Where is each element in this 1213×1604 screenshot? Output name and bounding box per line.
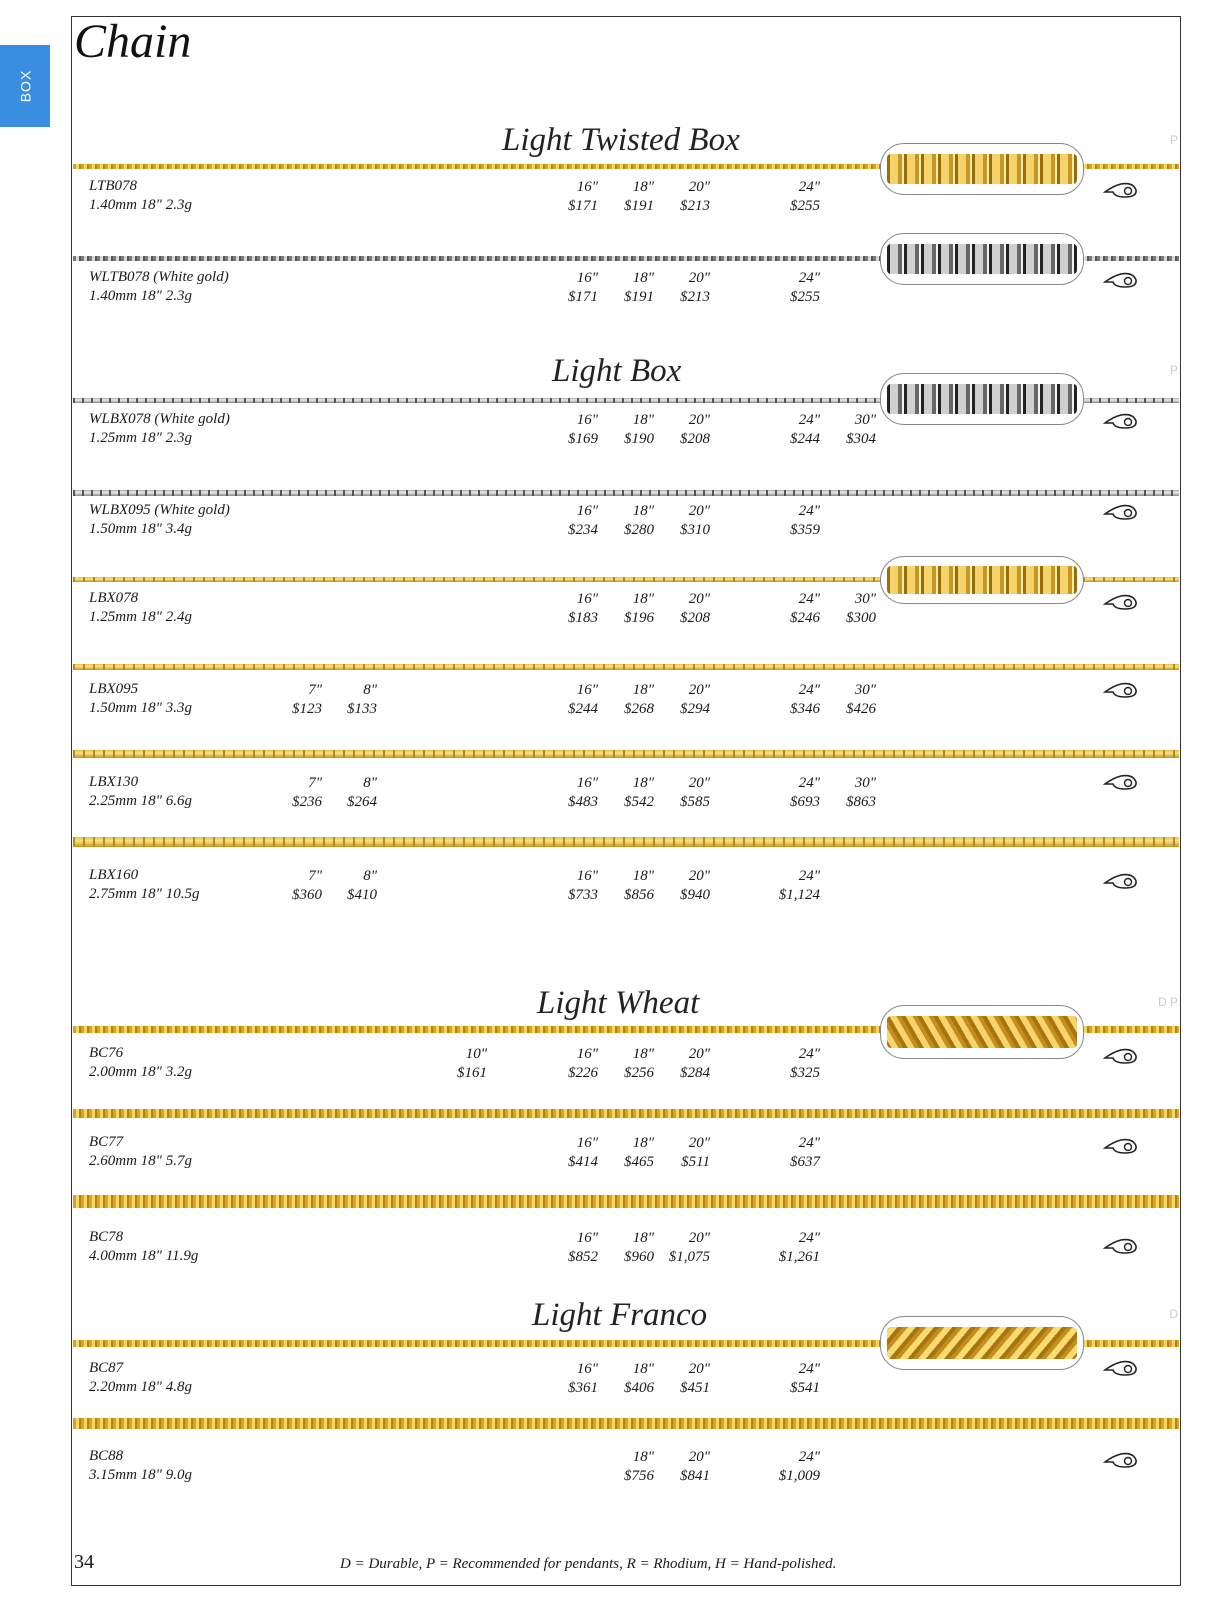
price-value: $244 bbox=[790, 431, 820, 447]
price-value: $264 bbox=[347, 794, 377, 810]
price-value: $863 bbox=[846, 794, 876, 810]
item-spec: 3.15mm 18" 9.0g bbox=[89, 1467, 192, 1483]
lobster-clasp-icon bbox=[1103, 871, 1139, 891]
chain-image-lbx130 bbox=[73, 750, 1179, 758]
zoom-detail bbox=[887, 1327, 1077, 1358]
price-cell bbox=[594, 502, 654, 540]
price-value: $1,075 bbox=[668, 1249, 710, 1265]
price-value: $856 bbox=[624, 887, 654, 903]
price-value: $585 bbox=[680, 794, 710, 810]
price-cell bbox=[262, 867, 322, 905]
price-value: $733 bbox=[568, 887, 598, 903]
price-value: $256 bbox=[624, 1065, 654, 1081]
price-value: $208 bbox=[680, 431, 710, 447]
price-value: $414 bbox=[568, 1154, 598, 1170]
length-label: 30" bbox=[854, 412, 876, 428]
section-mark: P bbox=[1169, 133, 1178, 147]
chain-image-wlbx095 bbox=[73, 490, 1179, 496]
price-cell bbox=[816, 411, 876, 449]
length-label: 16" bbox=[576, 179, 598, 195]
length-label: 20" bbox=[688, 503, 710, 519]
length-label: 18" bbox=[632, 1361, 654, 1377]
item-code: WLBX078 (White gold) bbox=[89, 411, 230, 427]
price-value: $852 bbox=[568, 1249, 598, 1265]
lobster-clasp-icon bbox=[1103, 270, 1139, 290]
price-value: $284 bbox=[680, 1065, 710, 1081]
length-label: 16" bbox=[576, 1135, 598, 1151]
zoom-detail bbox=[887, 1016, 1077, 1047]
price-value: $410 bbox=[347, 887, 377, 903]
price-cell bbox=[594, 1448, 654, 1486]
length-label: 30" bbox=[854, 775, 876, 791]
price-cell bbox=[816, 681, 876, 719]
section-title-light-box: Light Box bbox=[552, 353, 682, 389]
magnified-chain-image bbox=[880, 143, 1084, 195]
length-label: 24" bbox=[798, 868, 820, 884]
length-label: 18" bbox=[632, 412, 654, 428]
item-spec: 1.50mm 18" 3.4g bbox=[89, 521, 192, 537]
price-cell bbox=[594, 1360, 654, 1398]
item-code: BC88 bbox=[89, 1448, 124, 1464]
price-value: $161 bbox=[457, 1065, 487, 1081]
length-label: 16" bbox=[576, 412, 598, 428]
price-value: $234 bbox=[568, 522, 598, 538]
side-tab-box[interactable] bbox=[0, 45, 50, 127]
section-title-light-wheat: Light Wheat bbox=[537, 985, 700, 1021]
price-value: $483 bbox=[568, 794, 598, 810]
length-label: 18" bbox=[632, 503, 654, 519]
length-label: 8" bbox=[363, 682, 377, 698]
item-code: BC78 bbox=[89, 1229, 124, 1245]
length-label: 24" bbox=[798, 1230, 820, 1246]
magnified-chain-image bbox=[880, 556, 1084, 604]
price-cell bbox=[760, 1360, 820, 1398]
price-value: $304 bbox=[846, 431, 876, 447]
length-label: 8" bbox=[363, 868, 377, 884]
price-value: $171 bbox=[568, 198, 598, 214]
length-label: 7" bbox=[308, 775, 322, 791]
length-label: 16" bbox=[576, 1230, 598, 1246]
item-spec: 2.20mm 18" 4.8g bbox=[89, 1379, 192, 1395]
length-label: 10" bbox=[465, 1046, 487, 1062]
price-value: $940 bbox=[680, 887, 710, 903]
zoom-detail bbox=[887, 566, 1077, 594]
price-value: $246 bbox=[790, 610, 820, 626]
lobster-clasp-icon bbox=[1103, 1046, 1139, 1066]
price-cell bbox=[650, 178, 710, 216]
price-cell bbox=[650, 1360, 710, 1398]
price-cell bbox=[760, 1134, 820, 1172]
price-cell bbox=[427, 1045, 487, 1083]
price-value: $294 bbox=[680, 701, 710, 717]
price-cell bbox=[594, 1045, 654, 1083]
length-label: 24" bbox=[798, 1361, 820, 1377]
price-cell bbox=[317, 774, 377, 812]
length-label: 24" bbox=[798, 270, 820, 286]
length-label: 18" bbox=[632, 270, 654, 286]
price-value: $310 bbox=[680, 522, 710, 538]
price-cell bbox=[317, 681, 377, 719]
length-label: 8" bbox=[363, 775, 377, 791]
price-cell bbox=[594, 774, 654, 812]
length-label: 16" bbox=[576, 591, 598, 607]
length-label: 7" bbox=[308, 682, 322, 698]
length-label: 20" bbox=[688, 1361, 710, 1377]
length-label: 16" bbox=[576, 270, 598, 286]
length-label: 18" bbox=[632, 1046, 654, 1062]
item-code: LTB078 bbox=[89, 178, 138, 194]
length-label: 16" bbox=[576, 1046, 598, 1062]
length-label: 16" bbox=[576, 775, 598, 791]
chain-image-lbx160 bbox=[73, 837, 1179, 847]
price-cell bbox=[538, 269, 598, 307]
length-label: 18" bbox=[632, 868, 654, 884]
chain-image-bc88 bbox=[73, 1418, 1179, 1429]
price-cell bbox=[594, 1134, 654, 1172]
length-label: 24" bbox=[798, 503, 820, 519]
price-cell bbox=[538, 590, 598, 628]
price-value: $360 bbox=[292, 887, 322, 903]
item-spec: 4.00mm 18" 11.9g bbox=[89, 1248, 199, 1264]
price-value: $213 bbox=[680, 289, 710, 305]
length-label: 20" bbox=[688, 1046, 710, 1062]
price-cell bbox=[650, 867, 710, 905]
price-cell bbox=[594, 867, 654, 905]
item-code: BC76 bbox=[89, 1045, 124, 1061]
price-value: $183 bbox=[568, 610, 598, 626]
price-value: $346 bbox=[790, 701, 820, 717]
price-value: $1,261 bbox=[778, 1249, 820, 1265]
price-cell bbox=[760, 178, 820, 216]
length-label: 20" bbox=[688, 270, 710, 286]
length-label: 18" bbox=[632, 1449, 654, 1465]
item-spec: 1.25mm 18" 2.3g bbox=[89, 430, 192, 446]
price-cell bbox=[594, 1229, 654, 1267]
price-cell bbox=[760, 1045, 820, 1083]
length-label: 20" bbox=[688, 775, 710, 791]
length-label: 16" bbox=[576, 868, 598, 884]
price-value: $756 bbox=[624, 1468, 654, 1484]
price-cell bbox=[650, 1045, 710, 1083]
price-value: $133 bbox=[347, 701, 377, 717]
price-cell bbox=[538, 1045, 598, 1083]
lobster-clasp-icon bbox=[1103, 772, 1139, 792]
length-label: 24" bbox=[798, 591, 820, 607]
zoom-detail bbox=[887, 384, 1077, 414]
magnified-chain-image bbox=[880, 1316, 1084, 1370]
price-cell bbox=[650, 1134, 710, 1172]
lobster-clasp-icon bbox=[1103, 1236, 1139, 1256]
lobster-clasp-icon bbox=[1103, 1358, 1139, 1378]
price-cell bbox=[650, 590, 710, 628]
price-value: $465 bbox=[624, 1154, 654, 1170]
price-cell bbox=[816, 590, 876, 628]
length-label: 24" bbox=[798, 682, 820, 698]
length-label: 16" bbox=[576, 1361, 598, 1377]
length-label: 18" bbox=[632, 179, 654, 195]
price-cell bbox=[538, 774, 598, 812]
price-cell bbox=[760, 269, 820, 307]
price-cell bbox=[538, 681, 598, 719]
item-code: LBX160 bbox=[89, 867, 139, 883]
price-cell bbox=[760, 681, 820, 719]
price-value: $511 bbox=[681, 1154, 710, 1170]
length-label: 18" bbox=[632, 775, 654, 791]
chain-image-bc78 bbox=[73, 1195, 1179, 1208]
lobster-clasp-icon bbox=[1103, 1136, 1139, 1156]
section-title-light-twisted-box: Light Twisted Box bbox=[502, 122, 740, 158]
item-code: BC87 bbox=[89, 1360, 124, 1376]
price-value: $637 bbox=[790, 1154, 820, 1170]
zoom-detail bbox=[887, 244, 1077, 274]
price-value: $255 bbox=[790, 198, 820, 214]
price-value: $169 bbox=[568, 431, 598, 447]
item-code: WLTB078 (White gold) bbox=[89, 269, 229, 285]
price-value: $196 bbox=[624, 610, 654, 626]
price-cell bbox=[538, 1360, 598, 1398]
chain-image-bc77 bbox=[73, 1109, 1179, 1118]
section-mark: D bbox=[1169, 1307, 1178, 1321]
price-value: $325 bbox=[790, 1065, 820, 1081]
price-cell bbox=[594, 178, 654, 216]
item-spec: 1.50mm 18" 3.3g bbox=[89, 700, 192, 716]
price-cell bbox=[760, 590, 820, 628]
length-label: 24" bbox=[798, 412, 820, 428]
price-cell bbox=[650, 411, 710, 449]
price-cell bbox=[650, 502, 710, 540]
price-cell bbox=[538, 1229, 598, 1267]
price-cell bbox=[538, 178, 598, 216]
lobster-clasp-icon bbox=[1103, 180, 1139, 200]
price-cell bbox=[538, 411, 598, 449]
length-label: 18" bbox=[632, 682, 654, 698]
lobster-clasp-icon bbox=[1103, 680, 1139, 700]
item-code: LBX078 bbox=[89, 590, 139, 606]
price-cell bbox=[816, 774, 876, 812]
item-spec: 2.25mm 18" 6.6g bbox=[89, 793, 192, 809]
length-label: 20" bbox=[688, 1230, 710, 1246]
price-value: $426 bbox=[846, 701, 876, 717]
price-cell bbox=[760, 774, 820, 812]
price-cell bbox=[650, 681, 710, 719]
price-value: $213 bbox=[680, 198, 710, 214]
chain-image-lbx095 bbox=[73, 664, 1179, 670]
price-value: $236 bbox=[292, 794, 322, 810]
price-value: $406 bbox=[624, 1380, 654, 1396]
price-cell bbox=[760, 411, 820, 449]
price-value: $191 bbox=[624, 289, 654, 305]
price-value: $190 bbox=[624, 431, 654, 447]
price-value: $1,009 bbox=[778, 1468, 820, 1484]
price-cell bbox=[650, 1229, 710, 1267]
price-value: $361 bbox=[568, 1380, 598, 1396]
length-label: 24" bbox=[798, 775, 820, 791]
item-spec: 2.60mm 18" 5.7g bbox=[89, 1153, 192, 1169]
price-cell bbox=[760, 867, 820, 905]
price-value: $300 bbox=[846, 610, 876, 626]
length-label: 16" bbox=[576, 682, 598, 698]
price-value: $1,124 bbox=[778, 887, 820, 903]
length-label: 7" bbox=[308, 868, 322, 884]
length-label: 20" bbox=[688, 682, 710, 698]
item-spec: 2.00mm 18" 3.2g bbox=[89, 1064, 192, 1080]
item-spec: 1.25mm 18" 2.4g bbox=[89, 609, 192, 625]
price-cell bbox=[650, 269, 710, 307]
length-label: 20" bbox=[688, 591, 710, 607]
price-value: $542 bbox=[624, 794, 654, 810]
item-spec: 1.40mm 18" 2.3g bbox=[89, 197, 192, 213]
magnified-chain-image bbox=[880, 373, 1084, 425]
price-value: $280 bbox=[624, 522, 654, 538]
price-cell bbox=[760, 1448, 820, 1486]
price-cell bbox=[538, 502, 598, 540]
price-cell bbox=[538, 867, 598, 905]
price-value: $244 bbox=[568, 701, 598, 717]
item-code: WLBX095 (White gold) bbox=[89, 502, 230, 518]
price-value: $359 bbox=[790, 522, 820, 538]
price-value: $171 bbox=[568, 289, 598, 305]
price-cell bbox=[760, 502, 820, 540]
section-mark: P bbox=[1169, 363, 1178, 377]
length-label: 24" bbox=[798, 179, 820, 195]
price-cell bbox=[594, 411, 654, 449]
item-code: LBX130 bbox=[89, 774, 139, 790]
item-spec: 1.40mm 18" 2.3g bbox=[89, 288, 192, 304]
price-value: $226 bbox=[568, 1065, 598, 1081]
price-cell bbox=[760, 1229, 820, 1267]
length-label: 18" bbox=[632, 1135, 654, 1151]
magnified-chain-image bbox=[880, 233, 1084, 285]
length-label: 20" bbox=[688, 1449, 710, 1465]
length-label: 24" bbox=[798, 1046, 820, 1062]
price-cell bbox=[538, 1134, 598, 1172]
length-label: 30" bbox=[854, 591, 876, 607]
zoom-detail bbox=[887, 154, 1077, 184]
item-code: LBX095 bbox=[89, 681, 139, 697]
price-cell bbox=[262, 774, 322, 812]
price-value: $208 bbox=[680, 610, 710, 626]
price-cell bbox=[650, 774, 710, 812]
price-cell bbox=[650, 1448, 710, 1486]
price-value: $123 bbox=[292, 701, 322, 717]
price-cell bbox=[594, 590, 654, 628]
price-cell bbox=[594, 269, 654, 307]
length-label: 18" bbox=[632, 1230, 654, 1246]
price-value: $191 bbox=[624, 198, 654, 214]
length-label: 18" bbox=[632, 591, 654, 607]
footer-legend: D = Durable, P = Recommended for pendants, R = Rhodium, H = Hand-polished. bbox=[340, 1556, 837, 1572]
page-number: 34 bbox=[74, 1551, 94, 1573]
section-title-light-franco: Light Franco bbox=[532, 1297, 708, 1333]
length-label: 24" bbox=[798, 1449, 820, 1465]
section-mark: D P bbox=[1157, 995, 1178, 1009]
length-label: 16" bbox=[576, 503, 598, 519]
price-cell bbox=[262, 681, 322, 719]
price-value: $268 bbox=[624, 701, 654, 717]
price-value: $841 bbox=[680, 1468, 710, 1484]
length-label: 24" bbox=[798, 1135, 820, 1151]
length-label: 20" bbox=[688, 868, 710, 884]
length-label: 30" bbox=[854, 682, 876, 698]
lobster-clasp-icon bbox=[1103, 411, 1139, 431]
page-title: Chain bbox=[74, 15, 192, 68]
item-spec: 2.75mm 18" 10.5g bbox=[89, 886, 200, 902]
price-cell bbox=[594, 681, 654, 719]
price-value: $255 bbox=[790, 289, 820, 305]
price-value: $451 bbox=[680, 1380, 710, 1396]
item-code: BC77 bbox=[89, 1134, 124, 1150]
price-value: $693 bbox=[790, 794, 820, 810]
length-label: 20" bbox=[688, 412, 710, 428]
length-label: 20" bbox=[688, 179, 710, 195]
price-cell bbox=[317, 867, 377, 905]
price-value: $541 bbox=[790, 1380, 820, 1396]
lobster-clasp-icon bbox=[1103, 1450, 1139, 1470]
price-value: $960 bbox=[624, 1249, 654, 1265]
lobster-clasp-icon bbox=[1103, 502, 1139, 522]
side-tab-label: BOX bbox=[16, 69, 33, 103]
lobster-clasp-icon bbox=[1103, 592, 1139, 612]
magnified-chain-image bbox=[880, 1005, 1084, 1059]
length-label: 20" bbox=[688, 1135, 710, 1151]
